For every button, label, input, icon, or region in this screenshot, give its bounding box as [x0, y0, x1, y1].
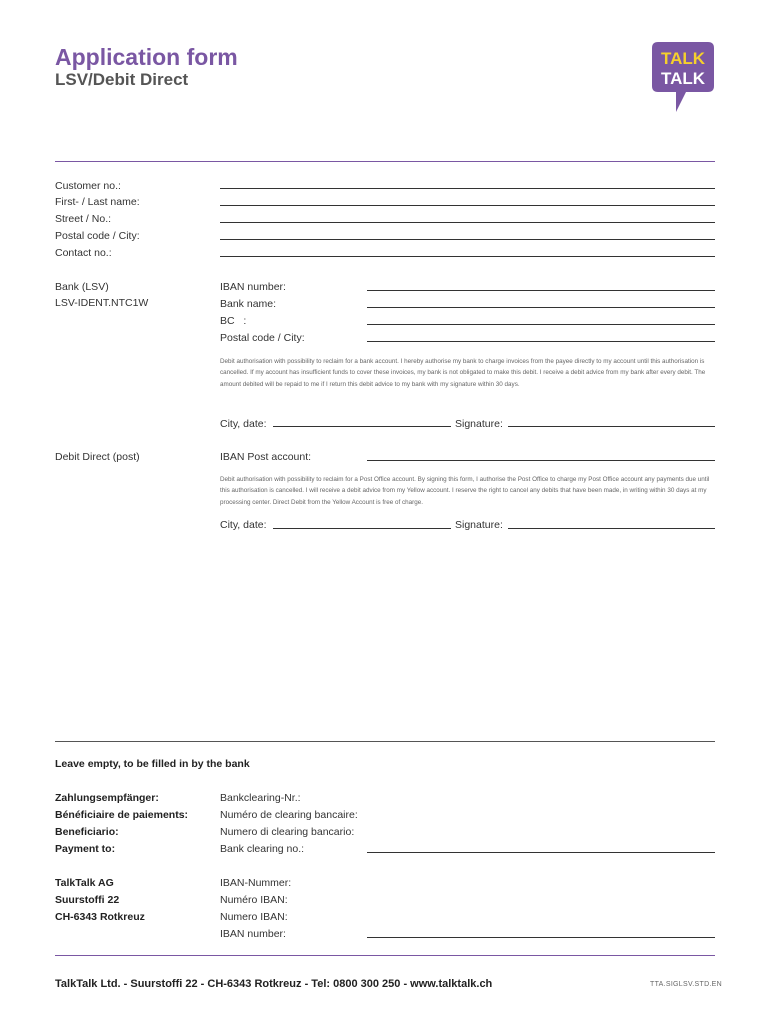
svg-text:TALK: TALK [660, 69, 706, 88]
postal-city-field[interactable] [220, 239, 715, 240]
bank-clearing-field[interactable] [367, 852, 715, 853]
footer-text: TalkTalk Ltd. - Suurstoffi 22 - CH-6343 Rotkreuz - Tel: 0800 300 250 - www.talktalk.ch [55, 978, 493, 990]
debit-direct-label: Debit Direct (post) [55, 451, 140, 463]
iban-label-de: IBAN-Nummer: [220, 877, 292, 889]
iban-label-en: IBAN number: [220, 928, 286, 940]
dd-city-date-field[interactable] [273, 528, 451, 529]
clearing-label-it: Numero di clearing bancario: [220, 826, 355, 838]
talktalk-logo [650, 40, 716, 115]
customer-no-field[interactable] [220, 188, 715, 189]
clearing-label-fr: Numéro de clearing bancaire: [220, 809, 358, 821]
contact-no-field[interactable] [220, 256, 715, 257]
lsv-signature-field[interactable] [508, 426, 715, 427]
bank-iban-field[interactable] [367, 937, 715, 938]
bank-postal-city-label: Postal code / City: [220, 332, 305, 344]
bank-postal-city-field[interactable] [367, 341, 715, 342]
lsv-signature-label: Signature: [455, 418, 503, 430]
dd-signature-label: Signature: [455, 519, 503, 531]
page-subtitle: LSV/Debit Direct [55, 70, 189, 89]
payee-label-de: Zahlungsempfänger: [55, 792, 159, 804]
customer-no-label: Customer no.: [55, 180, 121, 192]
lsv-city-date-label: City, date: [220, 418, 267, 430]
lsv-authorisation-text: Debit authorisation with possibility to reclaim for a bank account. I hereby authorise my bank to charge invoices from the payee directly to my account until this authorisation is cancelled. If my account has insufficient funds to cover these invoices, my bank is not obligated to make this debit. I receive a debit advice from my bank after every debit. The amount debited will be repaid to me if I return this debit advice to my bank with my signature within 30 days. [220, 358, 706, 388]
form-code: TTA.SIGLSV.STD.EN [650, 981, 723, 988]
bc-field[interactable] [367, 324, 715, 325]
page-title: Application form [55, 44, 238, 70]
clearing-label-de: Bankclearing-Nr.: [220, 792, 301, 804]
bank-section-divider [55, 741, 715, 742]
bank-lsv-label: Bank (LSV) [55, 281, 109, 293]
lsv-ident-label: LSV-IDENT.NTC1W [55, 297, 149, 309]
svg-text:TALK: TALK [660, 49, 706, 68]
contact-no-label: Contact no.: [55, 247, 112, 259]
bank-name-field[interactable] [367, 307, 715, 308]
address-city: CH-6343 Rotkreuz [55, 911, 145, 923]
bc-label: BC : [220, 315, 247, 327]
header-divider [55, 161, 715, 162]
address-company: TalkTalk AG [55, 877, 114, 889]
iban-number-label: IBAN number: [220, 281, 286, 293]
iban-number-field[interactable] [367, 290, 715, 291]
street-label: Street / No.: [55, 213, 112, 225]
name-field[interactable] [220, 205, 715, 206]
iban-label-fr: Numéro IBAN: [220, 894, 288, 906]
dd-city-date-label: City, date: [220, 519, 267, 531]
dd-signature-field[interactable] [508, 528, 715, 529]
payee-label-en: Payment to: [55, 843, 116, 855]
debit-direct-authorisation-text: Debit authorisation with possibility to reclaim for a Post Office account. By signing this form, I authorise the Post Office to charge my Post Office account any payments due until this authorisation is cancelled. I will receive a debit advice from my Yellow account. I reserve the right to cancel any debits that have been made, in writing within 30 days at my processing center. Direct Debit from the Yellow Account is free of charge. [220, 476, 710, 506]
bank-section-heading: Leave empty, to be filled in by the bank [55, 758, 250, 770]
name-label: First- / Last name: [55, 196, 140, 208]
address-street: Suurstoffi 22 [55, 894, 120, 906]
iban-post-label: IBAN Post account: [220, 451, 312, 463]
clearing-label-en: Bank clearing no.: [220, 843, 305, 855]
footer-divider [55, 955, 715, 956]
postal-city-label: Postal code / City: [55, 230, 140, 242]
lsv-city-date-field[interactable] [273, 426, 451, 427]
bank-name-label: Bank name: [220, 298, 277, 310]
iban-label-it: Numero IBAN: [220, 911, 288, 923]
street-field[interactable] [220, 222, 715, 223]
iban-post-field[interactable] [367, 460, 715, 461]
payee-label-fr: Bénéficiaire de paiements: [55, 809, 189, 821]
payee-label-it: Beneficiario: [55, 826, 119, 838]
